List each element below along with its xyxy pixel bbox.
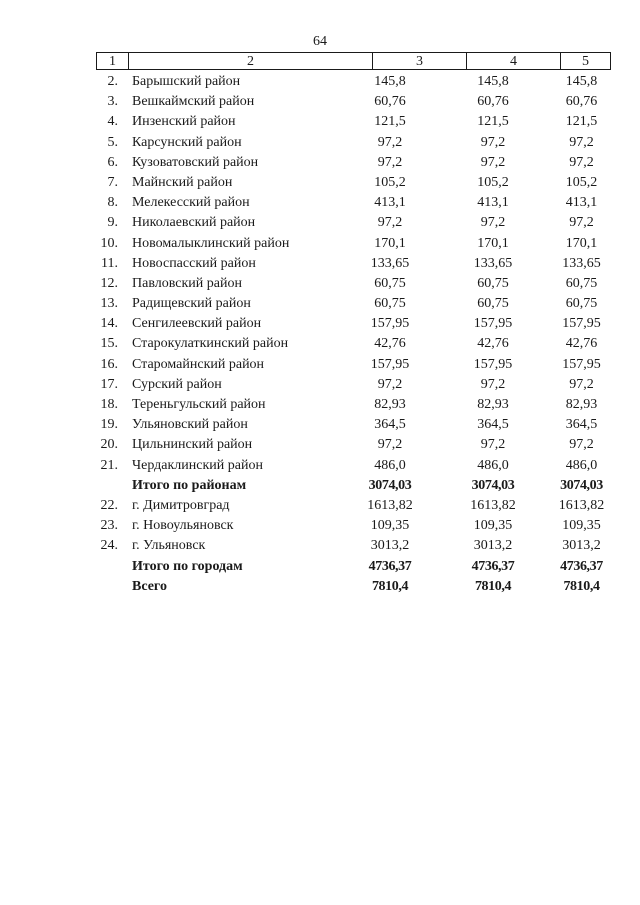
row-value-col4: 364,5 bbox=[477, 417, 509, 433]
row-value-col4: 145,8 bbox=[477, 74, 509, 89]
row-value-col4: 4736,37 bbox=[471, 558, 515, 574]
row-value-col4: 42,76 bbox=[477, 336, 509, 352]
row-name: Итого по районам bbox=[132, 477, 247, 493]
row-value-col5: 364,5 bbox=[565, 417, 598, 433]
row-value-col5: 82,93 bbox=[565, 397, 598, 412]
row-name: Итого по городам bbox=[132, 558, 243, 574]
row-name: Николаевский район bbox=[132, 215, 256, 231]
row-value-col3: 170,1 bbox=[374, 235, 406, 251]
row-value-col5: 97,2 bbox=[569, 154, 594, 170]
row-value-col5: 4736,37 bbox=[560, 558, 603, 574]
row-value-col5: 60,76 bbox=[565, 94, 598, 110]
row-value-col3: 157,95 bbox=[370, 356, 410, 372]
row-name: Мелекесский район bbox=[132, 195, 250, 211]
table-row bbox=[96, 334, 611, 354]
row-name: Карсунский район bbox=[132, 134, 242, 150]
row-name: Сурский район bbox=[132, 376, 222, 392]
row-number: 7. bbox=[107, 174, 118, 190]
row-number: 6. bbox=[107, 154, 118, 170]
row-value-col3: 109,35 bbox=[370, 518, 410, 534]
row-name: г. Новоульяновск bbox=[132, 518, 234, 534]
row-name: Майнский район bbox=[132, 174, 233, 190]
row-value-col3: 97,2 bbox=[377, 376, 403, 392]
row-number: 12. bbox=[100, 275, 118, 291]
table-row bbox=[96, 294, 611, 314]
row-name: Ульяновский район bbox=[132, 417, 248, 433]
row-value-col4: 157,95 bbox=[473, 316, 513, 332]
table-row bbox=[96, 415, 611, 435]
row-value-col3: 60,75 bbox=[374, 296, 406, 312]
row-number: 20. bbox=[100, 437, 118, 453]
row-value-col3: 157,95 bbox=[370, 316, 410, 332]
row-value-col5: 157,95 bbox=[562, 316, 601, 332]
table-row bbox=[96, 213, 611, 233]
row-number: 2. bbox=[107, 74, 118, 89]
row-number: 18. bbox=[100, 397, 118, 412]
row-number: 21. bbox=[100, 457, 118, 473]
row-number: 24. bbox=[100, 538, 118, 554]
row-name: г. Ульяновск bbox=[132, 538, 206, 554]
table-row bbox=[96, 112, 611, 132]
row-value-col4: 7810,4 bbox=[474, 578, 512, 594]
row-number: 16. bbox=[100, 356, 118, 372]
table-header-row bbox=[96, 52, 611, 70]
row-value-col3: 7810,4 bbox=[371, 578, 409, 594]
row-value-col3: 3074,03 bbox=[368, 477, 412, 493]
row-name: Старомайнский район bbox=[132, 356, 265, 372]
row-value-col5: 105,2 bbox=[565, 174, 598, 190]
row-number: 14. bbox=[100, 316, 118, 332]
row-name: г. Димитровград bbox=[132, 497, 230, 513]
row-number: 5. bbox=[107, 134, 118, 150]
header-col-4: 4 bbox=[466, 53, 560, 69]
row-name: Чердаклинский район bbox=[132, 457, 263, 473]
row-name: Старокулаткинский район bbox=[132, 336, 289, 352]
row-value-col3: 1613,82 bbox=[367, 497, 413, 513]
row-value-col5: 60,75 bbox=[565, 275, 598, 291]
row-name: Всего bbox=[132, 578, 167, 594]
row-number: 11. bbox=[101, 255, 118, 271]
table-row bbox=[96, 516, 611, 536]
row-value-col5: 97,2 bbox=[569, 134, 594, 150]
row-value-col5: 413,1 bbox=[565, 195, 598, 211]
table-total-row bbox=[96, 577, 611, 597]
row-number: 15. bbox=[100, 336, 118, 352]
row-value-col5: 133,65 bbox=[562, 255, 601, 271]
table-row bbox=[96, 355, 611, 375]
row-number: 23. bbox=[100, 518, 118, 534]
row-value-col5: 97,2 bbox=[569, 376, 594, 392]
row-name: Цильнинский район bbox=[132, 437, 253, 453]
page-number: 64 bbox=[313, 34, 327, 49]
table-row bbox=[96, 536, 611, 556]
row-value-col5: 121,5 bbox=[565, 114, 598, 130]
row-name: Радищевский район bbox=[132, 296, 251, 312]
row-value-col5: 170,1 bbox=[565, 235, 598, 251]
table-row bbox=[96, 193, 611, 213]
row-name: Сенгилеевский район bbox=[132, 316, 262, 332]
table-total-row bbox=[96, 476, 611, 496]
row-value-col4: 3074,03 bbox=[471, 477, 515, 493]
row-number: 13. bbox=[100, 296, 118, 312]
table-row bbox=[96, 72, 611, 92]
row-value-col3: 60,76 bbox=[374, 94, 406, 110]
row-value-col5: 7810,4 bbox=[563, 578, 600, 594]
table-row bbox=[96, 254, 611, 274]
row-name: Барышский район bbox=[132, 74, 241, 89]
row-value-col5: 60,75 bbox=[565, 296, 598, 312]
row-value-col3: 97,2 bbox=[377, 154, 403, 170]
table-row bbox=[96, 395, 611, 415]
table-row bbox=[96, 496, 611, 516]
row-number: 10. bbox=[100, 235, 118, 251]
row-value-col5: 97,2 bbox=[569, 437, 594, 453]
row-value-col5: 145,8 bbox=[565, 74, 598, 89]
row-value-col5: 1613,82 bbox=[558, 497, 605, 513]
row-value-col4: 157,95 bbox=[473, 356, 513, 372]
row-value-col3: 121,5 bbox=[374, 114, 406, 130]
row-name: Вешкаймский район bbox=[132, 94, 255, 110]
row-value-col3: 42,76 bbox=[374, 336, 406, 352]
row-value-col4: 1613,82 bbox=[470, 497, 516, 513]
row-value-col3: 364,5 bbox=[374, 417, 406, 433]
row-value-col4: 97,2 bbox=[480, 134, 506, 150]
row-value-col5: 3074,03 bbox=[560, 477, 603, 493]
row-value-col4: 109,35 bbox=[473, 518, 513, 534]
row-value-col3: 413,1 bbox=[374, 195, 406, 211]
row-value-col4: 97,2 bbox=[480, 154, 506, 170]
row-value-col3: 97,2 bbox=[377, 215, 403, 231]
row-number: 17. bbox=[100, 376, 118, 392]
row-value-col5: 3013,2 bbox=[562, 538, 601, 554]
row-name: Инзенский район bbox=[132, 114, 236, 130]
header-col-5: 5 bbox=[560, 53, 610, 69]
row-value-col4: 3013,2 bbox=[473, 538, 513, 554]
row-number: 19. bbox=[100, 417, 118, 433]
row-number: 3. bbox=[107, 94, 118, 110]
row-value-col4: 60,75 bbox=[477, 296, 509, 312]
table-row bbox=[96, 456, 611, 476]
row-value-col3: 105,2 bbox=[374, 174, 406, 190]
row-value-col4: 486,0 bbox=[477, 457, 509, 473]
row-number: 4. bbox=[107, 114, 118, 130]
row-value-col4: 413,1 bbox=[477, 195, 509, 211]
row-value-col4: 97,2 bbox=[480, 215, 506, 231]
row-number: 9. bbox=[107, 215, 118, 231]
table-row bbox=[96, 314, 611, 334]
header-col-2: 2 bbox=[128, 53, 372, 69]
row-value-col5: 486,0 bbox=[565, 457, 598, 473]
table-row bbox=[96, 133, 611, 153]
row-value-col4: 121,5 bbox=[477, 114, 509, 130]
row-number: 22. bbox=[100, 497, 118, 513]
row-value-col3: 4736,37 bbox=[368, 558, 412, 574]
row-value-col4: 60,75 bbox=[477, 275, 509, 291]
row-value-col3: 133,65 bbox=[370, 255, 410, 271]
row-value-col4: 97,2 bbox=[480, 437, 506, 453]
table-total-row bbox=[96, 557, 611, 577]
table-row bbox=[96, 173, 611, 193]
row-number: 8. bbox=[107, 195, 118, 211]
row-value-col3: 60,75 bbox=[374, 275, 406, 291]
row-value-col4: 105,2 bbox=[477, 174, 509, 190]
row-value-col4: 60,76 bbox=[477, 94, 509, 110]
row-value-col5: 109,35 bbox=[562, 518, 601, 534]
row-name: Новоспасский район bbox=[132, 255, 256, 271]
row-value-col5: 97,2 bbox=[569, 215, 594, 231]
table-row bbox=[96, 375, 611, 395]
row-value-col3: 82,93 bbox=[374, 397, 406, 412]
row-value-col5: 157,95 bbox=[562, 356, 601, 372]
header-col-3: 3 bbox=[372, 53, 466, 69]
table-row bbox=[96, 234, 611, 254]
row-value-col3: 97,2 bbox=[377, 134, 403, 150]
table-row bbox=[96, 274, 611, 294]
row-value-col4: 170,1 bbox=[477, 235, 509, 251]
row-value-col3: 145,8 bbox=[374, 74, 406, 89]
table-row bbox=[96, 435, 611, 455]
row-name: Павловский район bbox=[132, 275, 242, 291]
table-row bbox=[96, 92, 611, 112]
row-name: Тереньгульский район bbox=[132, 397, 266, 412]
row-name: Кузоватовский район bbox=[132, 154, 259, 170]
row-value-col5: 42,76 bbox=[565, 336, 598, 352]
row-value-col4: 97,2 bbox=[480, 376, 506, 392]
table-body bbox=[96, 72, 611, 597]
row-name: Новомалыклинский район bbox=[132, 235, 290, 251]
row-value-col4: 133,65 bbox=[473, 255, 513, 271]
row-value-col3: 486,0 bbox=[374, 457, 406, 473]
table-row bbox=[96, 153, 611, 173]
row-value-col3: 3013,2 bbox=[370, 538, 410, 554]
header-col-1: 1 bbox=[109, 54, 116, 69]
row-value-col3: 97,2 bbox=[377, 437, 403, 453]
row-value-col4: 82,93 bbox=[477, 397, 509, 412]
